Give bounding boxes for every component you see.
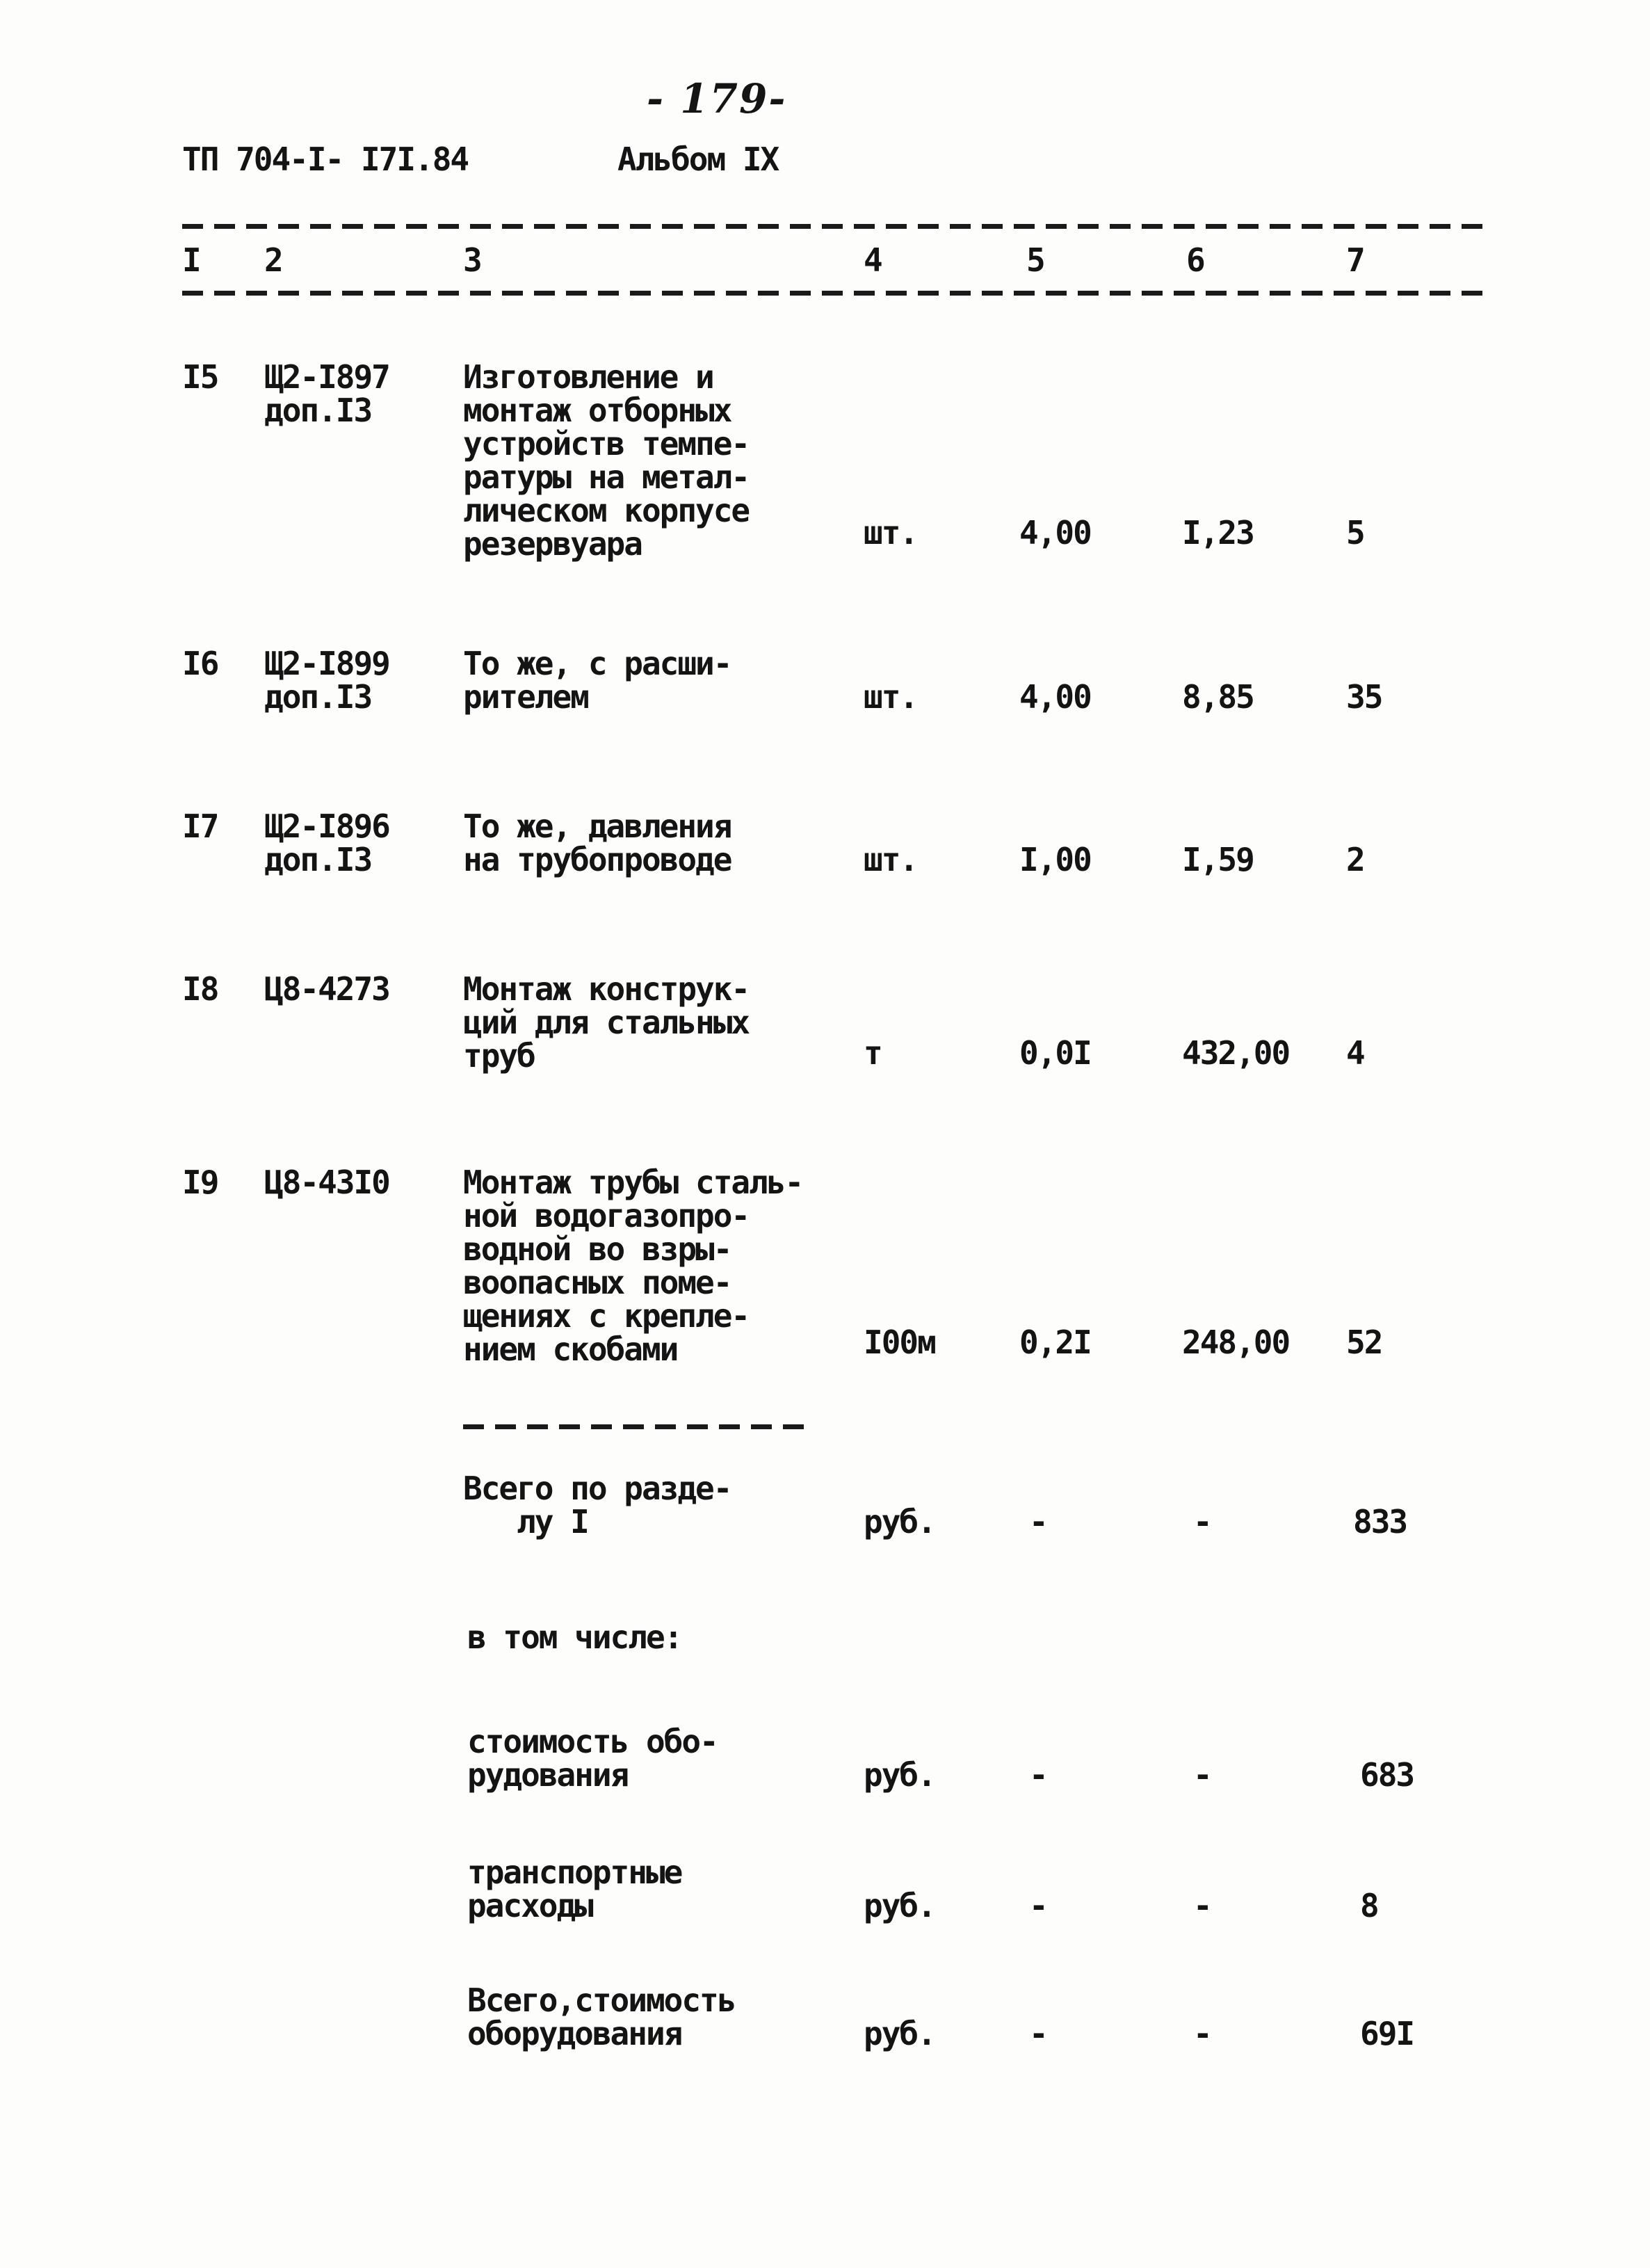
column-number-5: 5	[1026, 241, 1044, 279]
row-unit: т	[864, 1034, 882, 1072]
page-number: - 179-	[647, 75, 787, 122]
row-quantity: 4,00	[1019, 678, 1091, 716]
column-number-3: 3	[463, 241, 481, 279]
row-code: Щ2-I896 доп.I3	[264, 807, 389, 878]
row-number: I9	[182, 1164, 218, 1201]
totals-separator	[463, 1424, 811, 1429]
column-number-6: 6	[1186, 241, 1204, 279]
summary-unit: руб.	[864, 2015, 935, 2052]
summary-label: стоимость обо- рудования	[467, 1723, 718, 1794]
row-description: Монтаж конструк- ций для стальных труб	[463, 970, 750, 1075]
summary-unit: руб.	[864, 1503, 935, 1541]
row-quantity: 4,00	[1019, 514, 1091, 552]
row-unit: шт.	[864, 841, 918, 878]
summary-total: 8	[1360, 1887, 1378, 1924]
row-number: I8	[182, 970, 218, 1008]
summary-unit-price: -	[1193, 2015, 1211, 2052]
row-unit-price: 8,85	[1182, 678, 1254, 716]
column-number-7: 7	[1346, 241, 1364, 279]
document-code: ТП 704-I- I7I.84	[182, 140, 469, 178]
row-code: Щ2-I899 доп.I3	[264, 645, 389, 716]
row-unit-price: 432,00	[1182, 1034, 1290, 1072]
row-number: I5	[182, 358, 218, 396]
header-rule-bottom	[182, 291, 1482, 296]
summary-unit-price: -	[1193, 1756, 1211, 1794]
summary-label: в том числе:	[467, 1618, 682, 1656]
summary-quantity: -	[1029, 1756, 1047, 1794]
row-unit-price: 248,00	[1182, 1324, 1290, 1361]
row-quantity: I,00	[1019, 841, 1091, 878]
summary-quantity: -	[1029, 1503, 1047, 1541]
row-unit-price: I,23	[1182, 514, 1254, 552]
column-number-2: 2	[264, 241, 282, 279]
column-number-4: 4	[864, 241, 882, 279]
row-total: 4	[1346, 1034, 1364, 1072]
row-total: 52	[1346, 1324, 1382, 1361]
row-unit: I00м	[864, 1324, 935, 1361]
row-description: Изготовление и монтаж отборных устройств темпе- ратуры на метал- лическом корпусе резервуара	[463, 358, 750, 563]
summary-total: 69I	[1360, 2015, 1414, 2052]
row-description: Монтаж трубы сталь- ной водогазопро- водной во взры- воопасных поме- щениях с крепле- нием скобами	[463, 1164, 803, 1368]
row-total: 2	[1346, 841, 1364, 878]
summary-unit: руб.	[864, 1756, 935, 1794]
summary-total: 683	[1360, 1756, 1414, 1794]
row-unit: шт.	[864, 678, 918, 716]
row-quantity: 0,2I	[1019, 1324, 1091, 1361]
summary-unit-price: -	[1193, 1503, 1211, 1541]
summary-quantity: -	[1029, 1887, 1047, 1924]
row-total: 35	[1346, 678, 1382, 716]
summary-label: транспортные расходы	[467, 1853, 682, 1924]
row-description: То же, давления на трубопроводе	[463, 807, 731, 878]
summary-label: Всего,стоимость оборудования	[467, 1981, 736, 2052]
row-description: То же, с расши- рителем	[463, 645, 731, 716]
summary-label: Всего по разде- лу I	[463, 1470, 731, 1541]
row-code: Ц8-4273	[264, 970, 389, 1008]
row-unit-price: I,59	[1182, 841, 1254, 878]
column-number-1: I	[182, 241, 200, 279]
row-number: I6	[182, 645, 218, 682]
summary-unit: руб.	[864, 1887, 935, 1924]
row-total: 5	[1346, 514, 1364, 552]
row-unit: шт.	[864, 514, 918, 552]
header-rule-top	[182, 224, 1482, 229]
row-code: Щ2-I897 доп.I3	[264, 358, 389, 429]
summary-quantity: -	[1029, 2015, 1047, 2052]
summary-total: 833	[1353, 1503, 1407, 1541]
album-label: Альбом IX	[617, 140, 779, 178]
row-code: Ц8-43I0	[264, 1164, 389, 1201]
row-number: I7	[182, 807, 218, 845]
summary-unit-price: -	[1193, 1887, 1211, 1924]
row-quantity: 0,0I	[1019, 1034, 1091, 1072]
